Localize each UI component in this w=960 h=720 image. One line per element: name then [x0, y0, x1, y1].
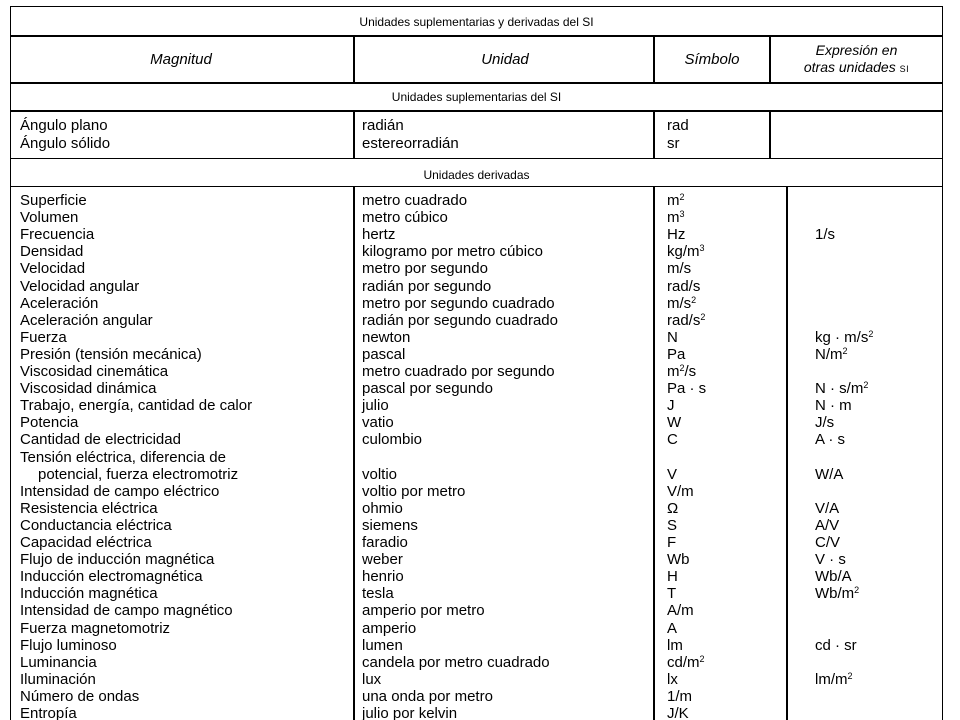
cell-magnitud: Entropía — [20, 705, 77, 720]
cell-expresion: A · s — [815, 431, 846, 449]
section-title-suplementarias: Unidades suplementarias del SI — [391, 90, 562, 104]
col-rule-expresion-sec2 — [786, 187, 788, 720]
cell-unidad: candela por metro cuadrado — [362, 653, 550, 671]
cell-magnitud: Viscosidad dinámica — [20, 380, 157, 398]
cell-simbolo: lm — [667, 636, 683, 654]
cell-magnitud: Velocidad — [20, 260, 86, 278]
header-expresion — [771, 42, 942, 78]
header-expresion-line2 — [771, 59, 942, 78]
cell-expresion: $N \cdot s/m^2$ — [815, 380, 869, 398]
cell-simbolo: rad — [667, 117, 689, 134]
cell-simbolo: J/K — [667, 705, 689, 720]
cell-magnitud: Cantidad de electricidad — [20, 431, 181, 449]
cell-simbolo: V/m — [667, 482, 694, 500]
cell-unidad: henrio — [362, 568, 404, 586]
cell-simbolo: Pa · s — [667, 380, 707, 398]
cell-unidad: metro por segundo — [362, 260, 488, 278]
header-magnitud: Magnitud — [150, 51, 212, 68]
cell-magnitud: Intensidad de campo eléctrico — [20, 482, 220, 500]
cell-expresion: C/V — [815, 534, 841, 551]
cell-simbolo: Ω — [667, 499, 679, 517]
cell-simbolo: A — [667, 619, 678, 637]
cell-magnitud: Fuerza — [20, 328, 67, 346]
cell-magnitud: Frecuencia — [20, 226, 95, 244]
header-expresion-line2-text: otras unidades — [803, 59, 896, 75]
cell-magnitud: Inducción electromagnética — [20, 568, 203, 586]
cell-magnitud: Ángulo sólido — [20, 134, 111, 152]
cell-expresion: N · m — [815, 397, 852, 415]
cell-unidad: amperio por metro — [362, 602, 485, 620]
cell-simbolo: $m/s^2$ — [667, 294, 697, 312]
cell-expresion: cd · sr — [815, 636, 857, 654]
cell-simbolo: Wb — [667, 551, 690, 569]
table-title: Unidades suplementarias y derivadas del SI — [359, 15, 594, 29]
cell-unidad: metro por segundo cuadrado — [362, 294, 555, 312]
cell-unidad: una onda por metro — [362, 687, 493, 705]
header-unidad: Unidad — [481, 51, 529, 68]
cell-simbolo: $m^2$ — [667, 192, 685, 209]
cell-simbolo: lx — [667, 670, 678, 688]
col-rule-simbolo-sec1 — [653, 111, 655, 159]
cell-simbolo: $cd/m^2$ — [667, 653, 705, 671]
col-rule-unidad-header — [353, 36, 355, 83]
cell-simbolo: F — [667, 534, 677, 551]
table-border-right — [942, 6, 943, 720]
cell-magnitud: Flujo de inducción magnética — [20, 551, 215, 569]
header-divider — [11, 82, 942, 84]
cell-unidad: voltio por metro — [362, 482, 466, 500]
cell-simbolo: $m^3$ — [667, 209, 685, 227]
cell-unidad: hertz — [362, 226, 396, 244]
cell-simbolo: V — [667, 465, 678, 483]
cell-expresion: $lm/m^2$ — [815, 670, 853, 688]
col-rule-unidad-sec1 — [353, 111, 355, 159]
header-expresion-si: SI — [899, 64, 910, 74]
cell-magnitud: Inducción magnética — [20, 585, 158, 603]
cell-simbolo: m/s — [667, 260, 692, 278]
cell-simbolo: Hz — [667, 226, 686, 244]
cell-unidad: radián — [362, 117, 404, 134]
cell-simbolo: N — [667, 328, 678, 346]
section-title-derivadas: Unidades derivadas — [423, 168, 530, 182]
cell-unidad: newton — [362, 328, 411, 346]
cell-unidad: culombio — [362, 431, 423, 449]
cell-magnitud: Superficie — [20, 192, 87, 209]
cell-unidad: pascal por segundo — [362, 380, 493, 398]
cell-unidad: faradio — [362, 534, 408, 551]
cell-magnitud: Intensidad de campo magnético — [20, 602, 233, 620]
title-divider — [11, 35, 942, 37]
cell-simbolo: 1/m — [667, 687, 693, 705]
cell-simbolo: S — [667, 516, 678, 534]
cell-magnitud: Aceleración — [20, 294, 99, 312]
cell-magnitud: Fuerza magnetomotriz — [20, 619, 171, 637]
cell-simbolo: C — [667, 431, 678, 449]
header-simbolo: Símbolo — [684, 51, 740, 68]
cell-magnitud: Conductancia eléctrica — [20, 516, 172, 534]
section-divider-suplementarias — [11, 110, 942, 112]
cell-magnitud: Luminancia — [20, 653, 97, 671]
cell-simbolo: J — [667, 397, 675, 415]
cell-unidad: julio por kelvin — [362, 705, 458, 720]
col-rule-unidad-sec2 — [353, 187, 355, 720]
cell-magnitud: Velocidad angular — [20, 277, 140, 295]
cell-unidad: siemens — [362, 516, 418, 534]
cell-magnitud: Viscosidad cinemática — [20, 363, 169, 380]
cell-simbolo: H — [667, 568, 678, 586]
cell-magnitud: Presión (tensión mecánica) — [20, 345, 202, 363]
cell-magnitud: Aceleración angular — [20, 311, 153, 329]
header-expresion-line1: Expresión en — [815, 42, 898, 58]
col-rule-expresion-header — [769, 36, 771, 83]
cell-expresion: 1/s — [815, 226, 836, 244]
cell-unidad: weber — [362, 551, 403, 569]
cell-simbolo: rad/s — [667, 277, 701, 295]
cell-unidad: estereorradián — [362, 134, 459, 152]
cell-magnitud: Volumen — [20, 209, 79, 227]
cell-expresion: V · s — [815, 551, 846, 569]
cell-magnitud: Iluminación — [20, 670, 96, 688]
cell-magnitud: Resistencia eléctrica — [20, 499, 158, 517]
section-divider-derivadas — [11, 186, 942, 187]
col-rule-simbolo-header — [653, 36, 655, 83]
cell-simbolo: rad/$s^2$ — [667, 311, 706, 329]
cell-expresion: W/A — [815, 465, 844, 483]
cell-magnitud: Capacidad eléctrica — [20, 534, 152, 551]
table-border-left — [10, 6, 11, 720]
cell-unidad: ohmio — [362, 499, 403, 517]
section-end-suplementarias — [11, 158, 942, 159]
cell-unidad: kilogramo por metro cúbico — [362, 243, 543, 261]
cell-expresion: J/s — [815, 414, 835, 432]
cell-magnitud: Potencia — [20, 414, 79, 432]
cell-unidad: lumen — [362, 636, 403, 654]
cell-unidad: voltio — [362, 465, 398, 483]
cell-expresion: $N/m^2$ — [815, 345, 848, 363]
cell-unidad: metro cúbico — [362, 209, 448, 227]
cell-simbolo: W — [667, 414, 682, 432]
cell-unidad: tesla — [362, 585, 394, 603]
cell-magnitud: Ángulo plano — [20, 117, 108, 134]
cell-expresion: A/V — [815, 516, 840, 534]
cell-magnitud: Densidad — [20, 243, 84, 261]
cell-expresion: V/A — [815, 499, 840, 517]
cell-unidad: lux — [362, 670, 382, 688]
cell-simbolo: $m^2/s$ — [667, 363, 697, 380]
table-border-top — [10, 6, 943, 7]
col-rule-simbolo-sec2 — [653, 187, 655, 720]
cell-unidad: pascal — [362, 345, 406, 363]
cell-unidad: metro cuadrado por segundo — [362, 363, 555, 380]
cell-unidad: metro cuadrado — [362, 192, 468, 209]
cell-magnitud: potencial, fuerza electromotriz — [38, 465, 239, 483]
cell-expresion: $Wb/m^2$ — [815, 585, 860, 603]
cell-unidad: vatio — [362, 414, 394, 432]
cell-simbolo: A/m — [667, 602, 694, 620]
cell-unidad: radián por segundo cuadrado — [362, 311, 558, 329]
cell-expresion: kg · $m/s^2$ — [815, 328, 874, 346]
cell-unidad: amperio — [362, 619, 417, 637]
cell-magnitud: Tensión eléctrica, diferencia de — [20, 448, 226, 466]
cell-simbolo: $kg/m^3$ — [667, 243, 705, 261]
cell-unidad: julio — [362, 397, 389, 415]
cell-simbolo: T — [667, 585, 677, 603]
cell-simbolo: Pa — [667, 345, 686, 363]
cell-magnitud: Flujo luminoso — [20, 636, 117, 654]
cell-simbolo: sr — [667, 134, 680, 152]
cell-magnitud: Número de ondas — [20, 687, 140, 705]
cell-unidad: radián por segundo — [362, 277, 492, 295]
cell-expresion: Wb/A — [815, 568, 852, 586]
col-rule-expresion-sec1 — [769, 111, 771, 159]
cell-magnitud: Trabajo, energía, cantidad de calor — [20, 397, 253, 415]
